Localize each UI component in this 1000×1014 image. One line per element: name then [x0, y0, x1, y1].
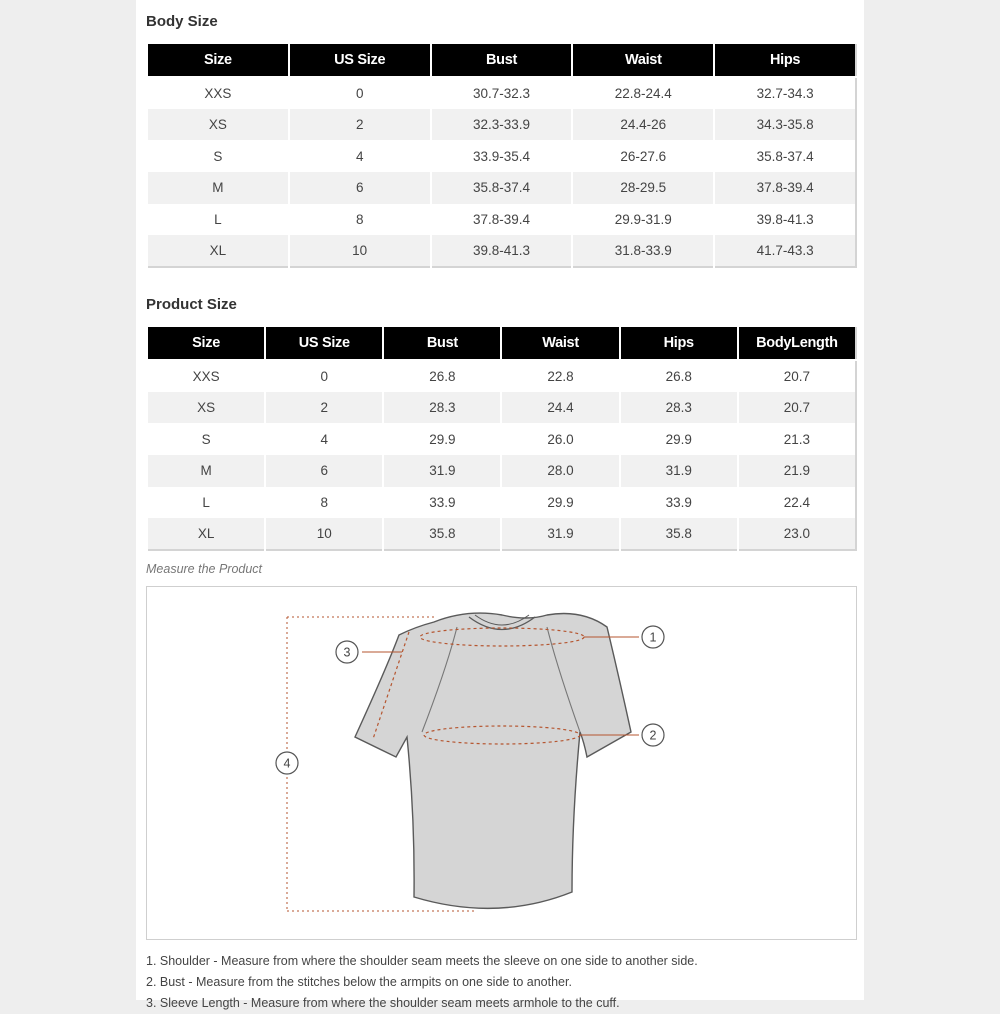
header-size: Size: [147, 43, 289, 77]
table-cell: 10: [265, 518, 383, 550]
table-cell: 35.8: [620, 518, 738, 550]
table-row: [147, 392, 856, 424]
table-cell: 31.8-33.9: [572, 235, 714, 267]
table-cell: 26.8: [383, 360, 501, 392]
table-cell: 6: [289, 172, 431, 204]
table-cell: 30.7-32.3: [431, 77, 573, 109]
table-row: [147, 204, 856, 236]
header-waist: Waist: [572, 43, 714, 77]
table-cell: 22.8: [501, 360, 619, 392]
table-cell: 2: [265, 392, 383, 424]
table-row: [147, 77, 856, 109]
table-cell: 29.9: [620, 423, 738, 455]
note-sleeve-length: 3. Sleeve Length - Measure from where the shoulder seam meets armhole to the cuff.: [146, 996, 620, 1010]
table-cell: M: [147, 172, 289, 204]
table-cell: 35.8-37.4: [431, 172, 573, 204]
table-cell: 20.7: [738, 360, 856, 392]
table-cell: 21.9: [738, 455, 856, 487]
table-cell: 39.8-41.3: [431, 235, 573, 267]
table-cell: 2: [289, 109, 431, 141]
header-bust: Bust: [383, 326, 501, 360]
table-row: [147, 140, 856, 172]
header-hips: Hips: [620, 326, 738, 360]
table-cell: 37.8-39.4: [714, 172, 856, 204]
table-cell: 22.4: [738, 487, 856, 519]
table-cell: 6: [265, 455, 383, 487]
measure-diagram: [146, 586, 857, 940]
table-cell: 39.8-41.3: [714, 204, 856, 236]
table-cell: XXS: [147, 77, 289, 109]
table-cell: 28.3: [383, 392, 501, 424]
table-cell: 8: [289, 204, 431, 236]
table-cell: 26.0: [501, 423, 619, 455]
body-size-title: Body Size: [146, 13, 218, 30]
table-row: [147, 172, 856, 204]
table-cell: 23.0: [738, 518, 856, 550]
table-cell: 22.8-24.4: [572, 77, 714, 109]
header-bust: Bust: [431, 43, 573, 77]
table-cell: 32.7-34.3: [714, 77, 856, 109]
table-cell: S: [147, 140, 289, 172]
table-cell: 21.3: [738, 423, 856, 455]
table-cell: 28.3: [620, 392, 738, 424]
header-waist: Waist: [501, 326, 619, 360]
svg-text:3: 3: [343, 645, 351, 660]
tshirt-diagram: [147, 587, 858, 941]
body-size-table: [146, 42, 857, 268]
svg-text:4: 4: [283, 756, 291, 771]
tshirt-icon: [355, 613, 631, 908]
table-cell: 31.9: [620, 455, 738, 487]
header-us-size: US Size: [265, 326, 383, 360]
table-cell: 35.8: [383, 518, 501, 550]
table-cell: 41.7-43.3: [714, 235, 856, 267]
table-cell: 28.0: [501, 455, 619, 487]
marker-4: [276, 752, 298, 774]
table-cell: XXS: [147, 360, 265, 392]
table-row: [147, 235, 856, 267]
table-cell: 35.8-37.4: [714, 140, 856, 172]
table-cell: 4: [289, 140, 431, 172]
table-cell: XL: [147, 235, 289, 267]
note-bust: 2. Bust - Measure from the stitches below the armpits on one side to another.: [146, 975, 572, 989]
table-cell: S: [147, 423, 265, 455]
table-cell: 31.9: [383, 455, 501, 487]
table-cell: XL: [147, 518, 265, 550]
svg-text:1: 1: [649, 630, 657, 645]
marker-3: [336, 641, 358, 663]
table-cell: 4: [265, 423, 383, 455]
table-cell: 29.9: [383, 423, 501, 455]
note-shoulder: 1. Shoulder - Measure from where the shoulder seam meets the sleeve on one side to another side.: [146, 954, 698, 968]
table-cell: 24.4: [501, 392, 619, 424]
table-cell: 33.9-35.4: [431, 140, 573, 172]
table-cell: XS: [147, 392, 265, 424]
table-row: [147, 455, 856, 487]
table-cell: 31.9: [501, 518, 619, 550]
table-cell: 33.9: [620, 487, 738, 519]
table-row: [147, 360, 856, 392]
table-cell: 20.7: [738, 392, 856, 424]
marker-1: [642, 626, 664, 648]
table-cell: 29.9: [501, 487, 619, 519]
table-cell: 0: [265, 360, 383, 392]
table-cell: 33.9: [383, 487, 501, 519]
table-cell: 8: [265, 487, 383, 519]
header-us-size: US Size: [289, 43, 431, 77]
table-cell: 26-27.6: [572, 140, 714, 172]
table-cell: 28-29.5: [572, 172, 714, 204]
table-cell: 37.8-39.4: [431, 204, 573, 236]
table-cell: M: [147, 455, 265, 487]
header-body-length: BodyLength: [738, 326, 856, 360]
table-cell: L: [147, 204, 289, 236]
table-cell: 24.4-26: [572, 109, 714, 141]
product-size-table: [146, 325, 857, 551]
table-row: [147, 109, 856, 141]
table-cell: 26.8: [620, 360, 738, 392]
table-row: [147, 423, 856, 455]
svg-text:2: 2: [649, 728, 657, 743]
table-cell: 32.3-33.9: [431, 109, 573, 141]
table-header-row: [147, 326, 856, 360]
table-header-row: [147, 43, 856, 77]
table-cell: XS: [147, 109, 289, 141]
table-row: [147, 487, 856, 519]
table-cell: 10: [289, 235, 431, 267]
marker-2: [642, 724, 664, 746]
table-cell: 29.9-31.9: [572, 204, 714, 236]
table-cell: 34.3-35.8: [714, 109, 856, 141]
measure-notes: [146, 951, 857, 1014]
header-size: Size: [147, 326, 265, 360]
product-size-title: Product Size: [146, 296, 237, 313]
table-row: [147, 518, 856, 550]
header-hips: Hips: [714, 43, 856, 77]
table-cell: 0: [289, 77, 431, 109]
table-cell: L: [147, 487, 265, 519]
measure-caption: Measure the Product: [146, 562, 263, 576]
